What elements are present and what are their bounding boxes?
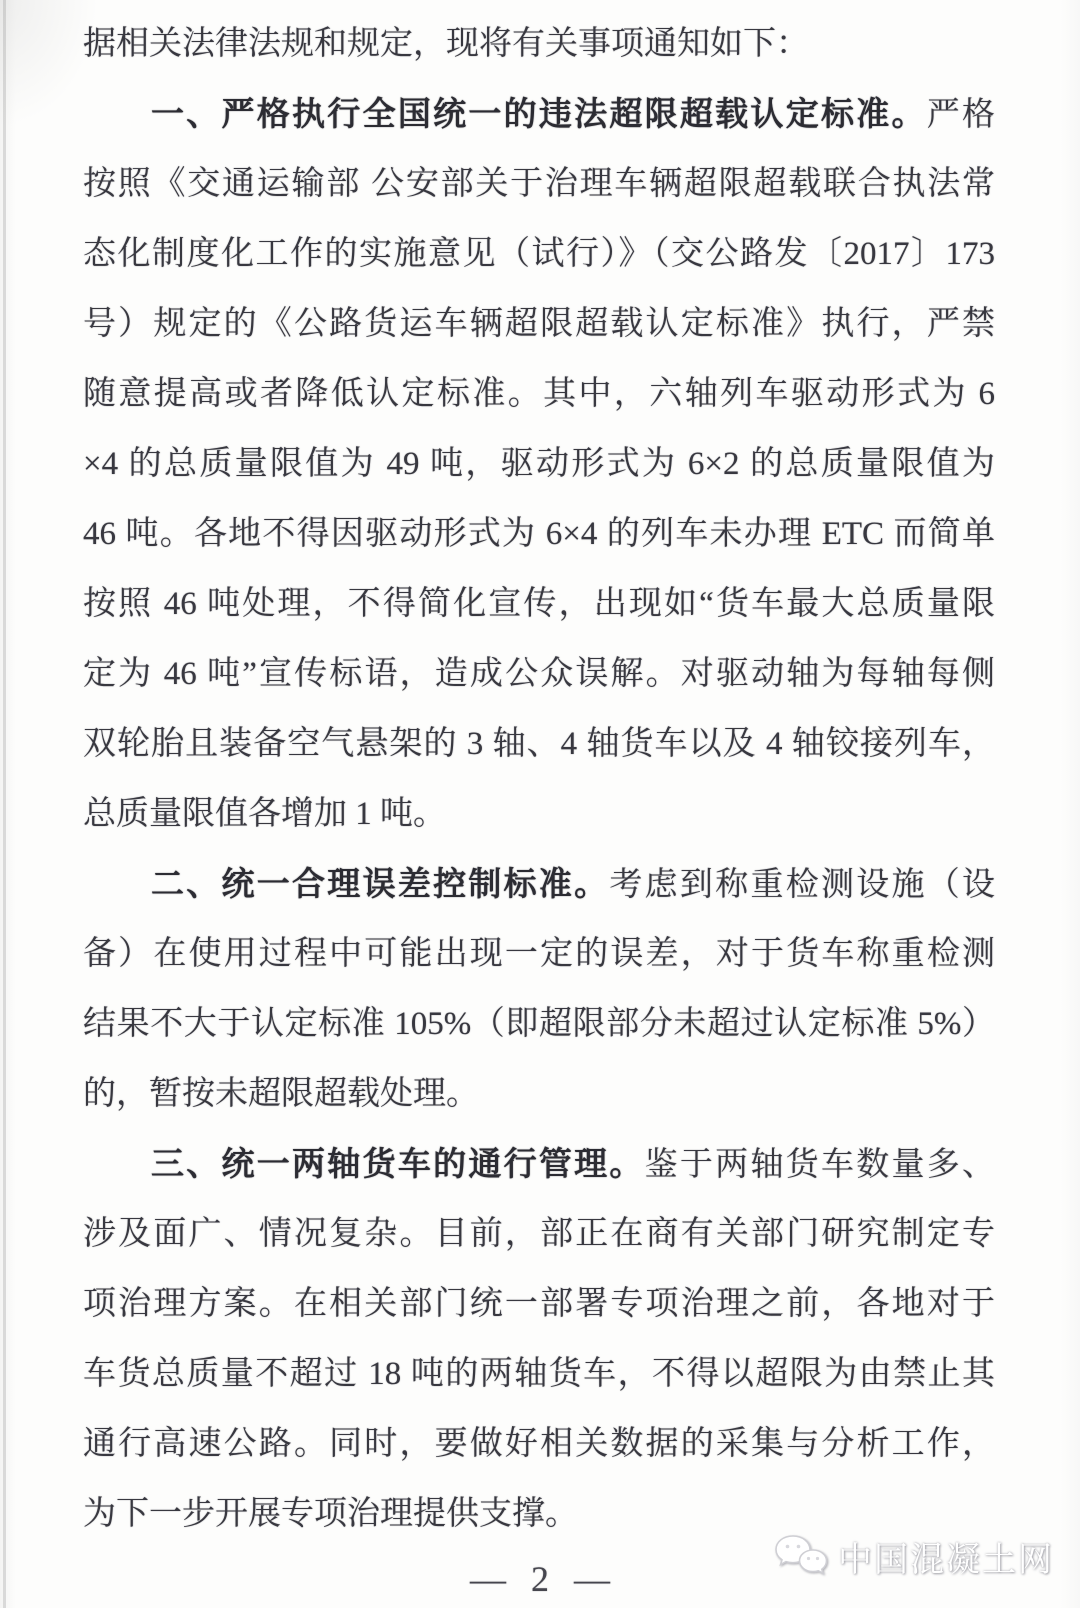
text-line xyxy=(83,359,995,429)
body-text: 通行高速公路。同时，要做好相关数据的采集与分析工作， xyxy=(83,1426,995,1462)
text-line xyxy=(83,989,995,1059)
text-line xyxy=(83,9,995,79)
text-line xyxy=(83,149,995,219)
text-line xyxy=(83,849,995,919)
heading-text: 一、严格执行全国统一的违法超限超载认定标准。 xyxy=(151,95,927,132)
watermark xyxy=(772,1532,1054,1581)
body-text: 据相关法律法规和规定，现将有关事项通知如下： xyxy=(83,26,809,62)
text-line xyxy=(83,709,995,779)
text-line xyxy=(83,429,995,499)
body-text: 的，暂按未超限超载处理。 xyxy=(83,1076,479,1112)
body-text: 结果不大于认定标准 105%（即超限部分未超过认定标准 5%） xyxy=(83,1006,995,1042)
body-text: 鉴于两轴货车数量多、 xyxy=(644,1147,996,1183)
body-text: 46 吨。各地不得因驱动形式为 6×4 的列车未办理 ETC 而简单 xyxy=(83,516,995,552)
text-line xyxy=(83,219,995,289)
scan-edge-artifact xyxy=(3,0,6,1608)
body-text: 严格 xyxy=(926,97,996,133)
body-text: 双轮胎且装备空气悬架的 3 轴、4 轴货车以及 4 轴铰接列车， xyxy=(83,726,995,762)
body-text: 涉及面广、情况复杂。目前，部正在商有关部门研究制定专 xyxy=(83,1216,995,1252)
heading-text: 三、统一两轴货车的通行管理。 xyxy=(151,1145,645,1182)
body-text: 按照《交通运输部 公安部关于治理车辆超限超载联合执法常 xyxy=(83,166,995,202)
text-line xyxy=(83,289,995,359)
body-text: 态化制度化工作的实施意见（试行）》（交公路发〔2017〕173 xyxy=(83,236,995,272)
document-body xyxy=(83,9,995,1549)
text-line xyxy=(83,1409,995,1479)
body-text: 号）规定的《公路货运车辆超限超载认定标准》执行，严禁 xyxy=(83,306,995,342)
wechat-icon xyxy=(772,1533,830,1581)
text-line xyxy=(83,1269,995,1339)
body-text: 项治理方案。在相关部门统一部署专项治理之前，各地对于 xyxy=(83,1286,995,1322)
watermark-text: 中国混凝土网 xyxy=(838,1541,1054,1579)
body-text: 随意提高或者降低认定标准。其中，六轴列车驱动形式为 6 xyxy=(83,376,995,412)
text-line xyxy=(83,79,995,149)
text-line xyxy=(83,1129,995,1199)
body-text: 总质量限值各增加 1 吨。 xyxy=(83,796,446,832)
body-text: 定为 46 吨”宣传标语，造成公众误解。对驱动轴为每轴每侧 xyxy=(83,656,995,692)
body-text: 备）在使用过程中可能出现一定的误差，对于货车称重检测 xyxy=(83,936,995,972)
text-line xyxy=(83,639,995,709)
body-text: 为下一步开展专项治理提供支撑。 xyxy=(83,1496,578,1532)
text-line xyxy=(83,1339,995,1409)
text-line xyxy=(83,919,995,989)
text-line xyxy=(83,569,995,639)
body-text: ×4 的总质量限值为 49 吨，驱动形式为 6×2 的总质量限值为 xyxy=(83,446,995,482)
text-line xyxy=(83,1059,995,1129)
text-line xyxy=(83,499,995,569)
body-text: 车货总质量不超过 18 吨的两轴货车，不得以超限为由禁止其 xyxy=(83,1356,995,1392)
heading-text: 二、统一合理误差控制标准。 xyxy=(151,865,610,902)
body-text: 按照 46 吨处理，不得简化宣传，出现如“货车最大总质量限 xyxy=(83,586,995,622)
page-number: — 2 — xyxy=(470,1559,610,1599)
text-line xyxy=(83,779,995,849)
body-text: 考虑到称重检测设施（设 xyxy=(609,867,996,903)
text-line xyxy=(83,1199,995,1269)
